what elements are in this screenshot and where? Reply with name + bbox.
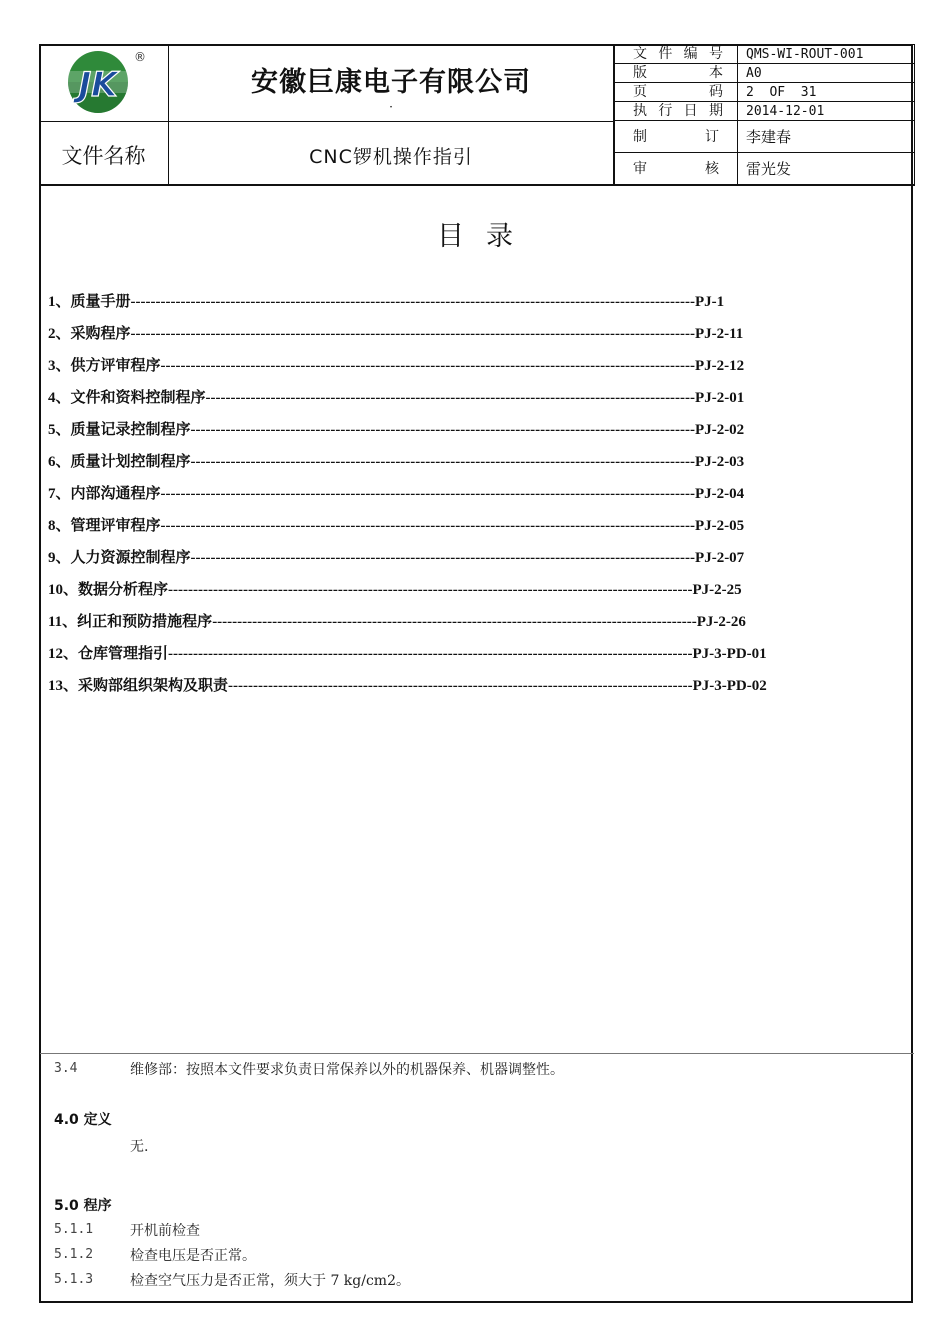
toc-item-code: PJ-2-26 (696, 614, 746, 630)
toc-item-title: 9、人力资源控制程序 (48, 550, 191, 566)
clause-5-1-3-text: 检查空气压力是否正常，须大于 7 kg/cm2。 (130, 1273, 410, 1289)
company-logo (39, 44, 169, 122)
toc-item-title: 2、采购程序 (48, 326, 131, 342)
toc-item (48, 610, 808, 642)
toc-item (48, 482, 808, 514)
clause-5-1-3-number (54, 1271, 93, 1287)
toc-item-title: 11、纠正和预防措施程序 (48, 614, 213, 630)
toc-leader: ----------------------------------------------------------------------------------------------------------------- (130, 294, 695, 310)
toc-leader: ----------------------------------------------------------------------------------------------------------- (160, 358, 695, 374)
toc-item-title: 7、内部沟通程序 (48, 486, 161, 502)
toc-item (48, 322, 808, 354)
info-value: A0 (738, 64, 915, 83)
clause-number: 5.1.2 (54, 1247, 94, 1262)
toc-item (48, 674, 808, 706)
toc-item-code: PJ-1 (694, 294, 725, 310)
toc-leader: ----------------------------------------------------------------------------------------------------- (190, 550, 696, 566)
toc-item-code: PJ-2-02 (695, 422, 745, 438)
toc-item-title: 1、质量手册 (48, 294, 131, 310)
doc-name: CNC锣机操作指引 (309, 146, 473, 168)
info-row-reviewed-by (615, 153, 915, 185)
company-cell (169, 44, 614, 122)
toc-leader: --------------------------------------------------------------------------------------------------------- (168, 646, 693, 662)
toc-item-code: PJ-2-11 (694, 326, 744, 342)
toc-item-code: PJ-2-03 (695, 454, 745, 470)
info-value: 2 OF 31 (738, 83, 915, 102)
clause-number: 5.1.3 (54, 1272, 94, 1287)
toc-item-code: PJ-2-07 (695, 550, 745, 566)
toc-item (48, 386, 808, 418)
toc-item-code: PJ-2-04 (695, 486, 745, 502)
toc-item-code: PJ-2-12 (695, 358, 745, 374)
logo-letters: JK (78, 65, 118, 105)
toc-leader: ----------------------------------------------------------------------------------------------------- (190, 454, 696, 470)
table-of-contents (48, 290, 808, 706)
info-value: 李建春 (738, 121, 915, 153)
toc-item-code: PJ-2-05 (695, 518, 745, 534)
toc-leader: ----------------------------------------------------------------------------------------------------------------- (130, 326, 695, 342)
header-divider (39, 184, 915, 186)
info-row-page (615, 83, 915, 102)
toc-item (48, 578, 808, 610)
toc-item (48, 546, 808, 578)
toc-item-title: 6、质量计划控制程序 (48, 454, 191, 470)
toc-leader: -------------------------------------------------------------------------------------------------- (205, 390, 696, 406)
toc-item (48, 642, 808, 674)
doc-name-label: 文件名称 (61, 144, 146, 168)
info-label: 版本 (615, 64, 738, 83)
toc-item (48, 354, 808, 386)
doc-name-cell (169, 122, 614, 186)
toc-item-code: PJ-2-25 (692, 582, 742, 598)
clause-5-1-1-text: 开机前检查 (130, 1223, 200, 1239)
toc-item (48, 514, 808, 546)
info-row-prepared-by (615, 121, 915, 153)
company-dot: · (389, 100, 393, 114)
info-row-effective-date (615, 102, 915, 121)
toc-item-code: PJ-3-PD-01 (692, 646, 767, 662)
doc-name-label-cell (39, 122, 169, 186)
clause-5-1-1-number (54, 1221, 93, 1237)
clause-number: 5.1.1 (54, 1222, 94, 1237)
info-label: 审核 (615, 153, 738, 185)
clause-3-4-text: 维修部：按照本文件要求负责日常保养以外的机器保养、机器调整性。 (130, 1062, 564, 1078)
section-divider (40, 1053, 914, 1054)
info-value: 2014-12-01 (738, 102, 915, 121)
section-4-text: 无. (130, 1139, 149, 1155)
toc-leader: ----------------------------------------------------------------------------------------------------- (190, 422, 696, 438)
toc-item (48, 290, 808, 322)
toc-leader: ------------------------------------------------------------------------------------------------- (212, 614, 697, 630)
info-value: 雷光发 (738, 153, 915, 185)
toc-item-code: PJ-2-01 (695, 390, 745, 406)
toc-item (48, 450, 808, 482)
info-label: 文件编号 (615, 45, 738, 64)
toc-item-title: 3、供方评审程序 (48, 358, 161, 374)
clause-3-4-number (54, 1060, 77, 1076)
info-label: 页码 (615, 83, 738, 102)
info-row-version (615, 64, 915, 83)
logo-cell (39, 44, 169, 122)
toc-item-title: 10、数据分析程序 (48, 582, 169, 598)
toc-item-title: 8、管理评审程序 (48, 518, 161, 534)
toc-leader: ----------------------------------------------------------------------------------------------------------- (160, 486, 695, 502)
toc-leader: ----------------------------------------------------------------------------------------------------------- (160, 518, 695, 534)
toc-item-title: 13、采购部组织架构及职责 (48, 678, 229, 694)
company-name: 安徽巨康电子有限公司 (251, 67, 531, 98)
info-label: 制订 (615, 121, 738, 153)
doc-info-table (614, 44, 915, 185)
toc-title: 目录 (437, 221, 535, 252)
toc-item-title: 12、仓库管理指引 (48, 646, 169, 662)
toc-leader: --------------------------------------------------------------------------------------------------------- (168, 582, 693, 598)
section-4-heading: 4.0 定义 (54, 1112, 112, 1128)
toc-item (48, 418, 808, 450)
toc-item-title: 4、文件和资料控制程序 (48, 390, 206, 406)
info-value: QMS-WI-ROUT-001 (738, 45, 915, 64)
info-label: 执行日期 (615, 102, 738, 121)
clause-number: 3.4 (54, 1061, 78, 1076)
toc-item-code: PJ-3-PD-02 (692, 678, 767, 694)
toc-leader: --------------------------------------------------------------------------------------------- (228, 678, 693, 694)
info-row-doc-number (615, 45, 915, 64)
registered-mark-icon: ® (134, 50, 146, 64)
document-header (39, 44, 915, 186)
clause-5-1-2-number (54, 1246, 93, 1262)
toc-item-title: 5、质量记录控制程序 (48, 422, 191, 438)
section-5-heading: 5.0 程序 (54, 1198, 112, 1214)
clause-5-1-2-text: 检查电压是否正常。 (130, 1248, 256, 1264)
